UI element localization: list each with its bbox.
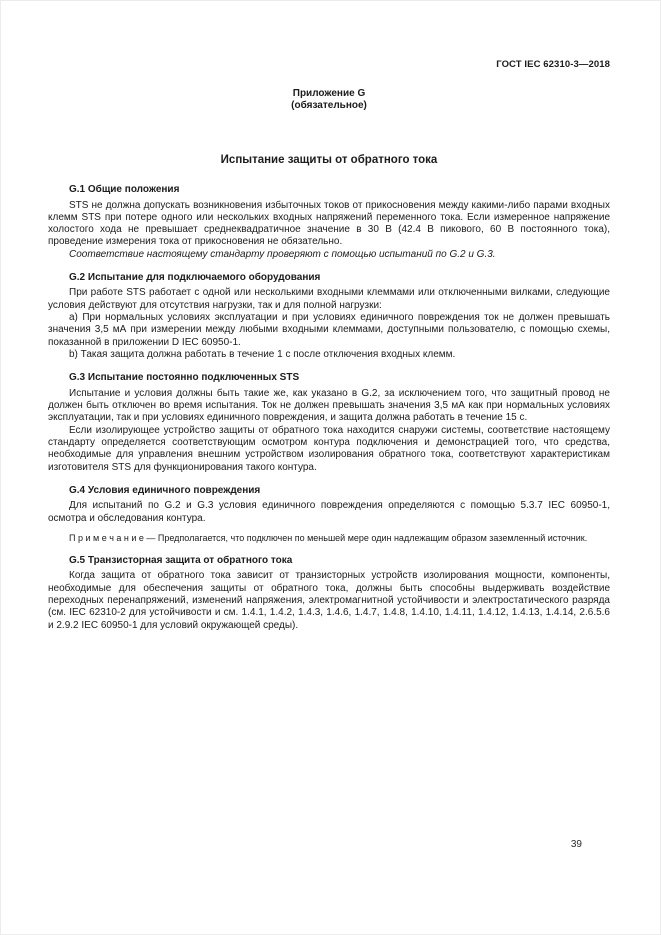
section-heading-g3: G.3 Испытание постоянно подключенных STS bbox=[69, 372, 300, 384]
compliance-statement: Соответствие настоящему стандарту проверяют с помощью испытаний по G.2 и G.3. bbox=[69, 248, 496, 260]
appendix-sublabel: (обязательное) bbox=[291, 100, 367, 111]
note-paragraph: П р и м е ч а н и е — Предполагается, что подключен по меньшей мере один надлежащим образом заземленный источник. bbox=[69, 532, 588, 543]
appendix-label: Приложение G bbox=[292, 88, 366, 99]
page-number: 39 bbox=[570, 839, 582, 850]
list-item-a: а) При нормальных условиях эксплуатации и при условиях единичного повреждения ток не должен превышать значения 3,5 мА при измерении между любыми входными клеммами, доступными пользователю, с помощью схемы, показанной в приложении D IEC 60950-1. bbox=[48, 312, 610, 348]
list-item-b: b) Такая защита должна работать в течение 1 с после отключения входных клемм. bbox=[69, 348, 456, 360]
section-g5 bbox=[48, 555, 610, 632]
paragraph: Когда защита от обратного тока зависит от транзисторных устройств изолирования мощности, компоненты, необходимые для обеспечения защиты от обратного тока, должны быть способны выдерживать воздействие переходных перенапряжений, изменений напряжения, электромагнитной устойчивости и электростатического разряда (см. IEC 62310-2 для устойчивости и см. 1.4.1, 1.4.2, 1.4.3, 1.4.6, 1.4.7, 1.4.8, 1.4.10, 1.4.11, 1.4.12, 1.4.13, 1.4.14, 2.6.5.6 и 2.9.2 IEC 60950-1 для условий окружающей среды). bbox=[48, 570, 610, 631]
paragraph: При работе STS работает с одной или несколькими входными клеммами или отключенными вилками, следующие условия действуют для отсутствия нагрузки, так и для полной нагрузки: bbox=[48, 287, 610, 311]
paragraph: Испытание и условия должны быть такие же, как указано в G.2, за исключением того, что защитный провод не должен быть отключен во время испытания. Ток не должен превышать значения 3,5 мА как при нормальных условиях эксплуатации, так и при условиях единичного повреждения, и защита должна работать в течение 15 с. bbox=[48, 387, 610, 424]
paragraph: Для испытаний по G.2 и G.3 условия единичного повреждения определяются с помощью 5.3.7 IEC 60950-1, осмотра и обследования контура. bbox=[48, 500, 610, 524]
document-id: ГОСТ IEC 62310-3—2018 bbox=[496, 59, 610, 70]
paragraph: Если изолирующее устройство защиты от обратного тока находится снаружи системы, соответствие настоящему стандарту определяется соответствующим осмотром контура подключения и демонстрацией того, что средства, необходимые для управления внешним устройством изолирования обратного тока, соответствуют характеристикам изготовителя STS для функционирования такого контура. bbox=[48, 424, 610, 473]
section-heading-g1: G.1 Общие положения bbox=[69, 184, 180, 195]
section-heading-g4: G.4 Условия единичного повреждения bbox=[69, 484, 261, 496]
page-header bbox=[48, 59, 610, 70]
section-heading-g5: G.5 Транзисторная защита от обратного тока bbox=[69, 554, 293, 566]
section-g2 bbox=[48, 272, 610, 361]
section-g4 bbox=[48, 485, 610, 544]
section-g1 bbox=[48, 184, 610, 261]
section-heading-g2: G.2 Испытание для подключаемого оборудования bbox=[69, 271, 321, 283]
appendix-title: Испытание защиты от обратного тока bbox=[220, 154, 438, 166]
paragraph: STS не должна допускать возникновения избыточных токов от прикосновения между какими-либо парами входных клемм STS при потере одного или нескольких входных напряжений переменного тока. Если измеренное напряжение холостого хода не превышает среднеквадратичное значение в 30 В (42.4 В пикового, 60 В постоянного тока), проведение измерения тока от прикосновения не обязательно. bbox=[48, 199, 610, 248]
section-g3 bbox=[48, 372, 610, 474]
